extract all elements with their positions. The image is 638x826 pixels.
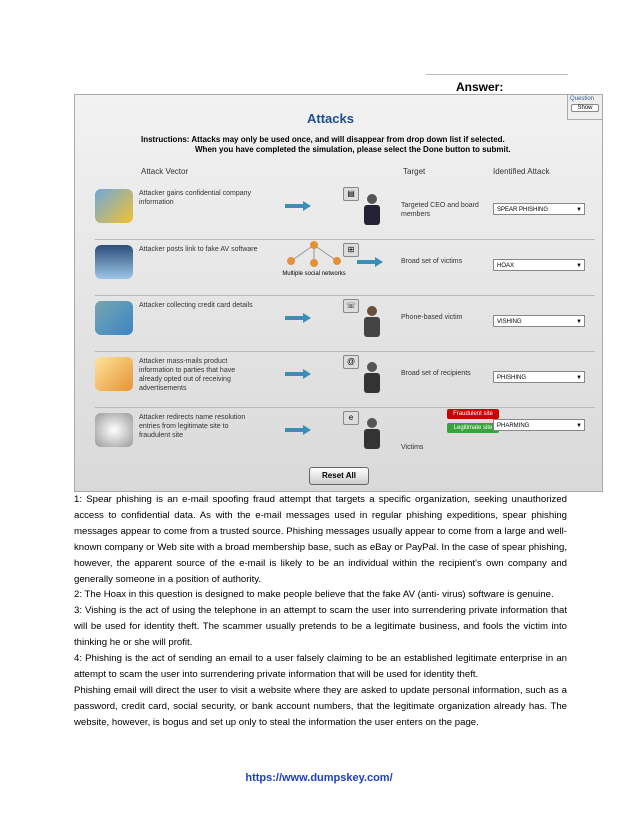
chevron-down-icon: ▼ <box>576 207 582 213</box>
network-target-icon: ⊞ <box>343 243 359 257</box>
attack-row-1 <box>95 179 595 240</box>
identified-attack-select[interactable] <box>493 315 585 327</box>
identified-attack-select[interactable] <box>493 371 585 383</box>
sim-title: Attacks <box>307 111 354 126</box>
legitimate-site-badge: Legitimate site <box>447 423 499 433</box>
skull-icon <box>95 413 133 447</box>
computer-icon <box>95 245 133 279</box>
vector-text: Attacker redirects name resolution entries from legitimate site to fraudulent site <box>139 414 246 439</box>
instructions <box>141 135 581 155</box>
footer-link[interactable]: https://www.dumpskey.com/ <box>245 772 393 784</box>
chevron-down-icon: ▼ <box>576 319 582 325</box>
identified-attack-select[interactable] <box>493 259 585 271</box>
explanation-paragraph-2: 2: The Hoax in this question is designed to make people believe that the fake AV (anti- virus) software is genuine. <box>74 589 554 601</box>
vector-text: Attacker mass-mails product information to parties that have already opted out of receiving advertisements <box>139 358 236 392</box>
header-identified-attack: Identified Attack <box>493 167 550 176</box>
explanation-paragraph-1: 1: Spear phishing is an e-mail spoofing fraud attempt that targets a specific organization, seeking unauthorized access to confidential data. As with the e-mail messages used in regular phishing expeditions, spear phishing messages appear to come from a trusted source. Phishing messages usually appear to come from a large and well-known company or Web site with a broad membership base, such as eBay or PayPal. In the case of spear phishing, however, the apparent source of the e-mail is likely to be an individual within the recipient's own company and generally someone in a position of authority. <box>74 494 567 585</box>
target-text: Targeted CEO and board members <box>401 202 479 218</box>
person-icon <box>360 193 384 227</box>
arrow-icon <box>357 257 383 267</box>
identified-attack-select[interactable] <box>493 203 585 215</box>
envelope-icon <box>95 357 133 391</box>
question-label: Question <box>570 96 595 102</box>
answer-label: Answer: <box>456 80 504 94</box>
selected-value: PHARMING <box>497 423 530 429</box>
browser-icon: e <box>343 411 359 425</box>
fraudulent-site-badge: Fraudulent site <box>447 409 499 419</box>
header-attack-vector: Attack Vector <box>141 167 189 176</box>
identified-attack-select[interactable] <box>493 419 585 431</box>
chevron-down-icon: ▼ <box>576 375 582 381</box>
folder-icon <box>95 189 133 223</box>
selected-value: HOAX <box>497 263 515 269</box>
answer-rule <box>426 74 568 75</box>
vector-text: Attacker posts link to fake AV software <box>139 246 258 253</box>
person-icon <box>360 417 384 451</box>
target-text: Victims <box>401 444 424 451</box>
phone-icon: ☏ <box>343 299 359 313</box>
attack-row-5 <box>95 403 595 463</box>
reset-all-button[interactable]: Reset All <box>309 467 369 485</box>
vector-text: Attacker gains confidential company information <box>139 190 252 206</box>
attack-row-2 <box>95 235 595 296</box>
target-text: Broad set of recipients <box>401 370 471 377</box>
chevron-down-icon: ▼ <box>576 263 582 269</box>
at-sign-icon: @ <box>343 355 359 369</box>
arrow-icon <box>285 425 311 435</box>
target-text: Phone-based victim <box>401 314 463 321</box>
attack-row-4 <box>95 347 595 408</box>
explanation-paragraph-3: 3: Vishing is the act of using the telephone in an attempt to scam the user into surrendering private information that will be used for identity theft. The scammer usually pretends to be a legitimate business, and fools the victim into thinking he or she will profit. <box>74 605 567 649</box>
target-text: Broad set of victims <box>401 258 463 265</box>
vector-text: Attacker collecting credit card details <box>139 302 253 309</box>
social-network-graphic <box>279 239 349 269</box>
chevron-down-icon: ▼ <box>576 423 582 429</box>
instructions-line-2: When you have completed the simulation, please select the Done button to submit. <box>195 145 511 154</box>
person-icon <box>360 305 384 339</box>
arrow-icon <box>285 201 311 211</box>
selected-value: PHISHING <box>497 375 527 381</box>
network-icon <box>279 239 349 287</box>
header-target: Target <box>403 167 426 176</box>
question-panel <box>567 95 602 120</box>
network-label: Multiple social networks <box>282 271 346 277</box>
attacks-simulation <box>74 94 603 492</box>
explanation-paragraph-4: 4: Phishing is the act of sending an email to a user falsely claiming to be an established legitimate enterprise in an attempt to scam the user into surrendering private information that will be used for identity theft. <box>74 653 567 680</box>
arrow-icon <box>285 313 311 323</box>
explanation-paragraph-5: Phishing email will direct the user to visit a website where they are asked to update personal information, such as a password, credit card, social security, or bank account numbers, that the legitimate organization already has. The website, however, is bogus and set up only to steal the information the user enters on the page. <box>74 684 567 728</box>
show-button[interactable]: Show <box>571 104 599 112</box>
building-icon: ▤ <box>343 187 359 201</box>
person-icon <box>360 361 384 395</box>
arrow-icon <box>285 369 311 379</box>
explanation-text <box>74 492 567 731</box>
attack-row-3 <box>95 291 595 352</box>
selected-value: VISHING <box>497 319 522 325</box>
instructions-line-1: Instructions: Attacks may only be used once, and will disappear from drop down list if selected. <box>141 135 505 144</box>
selected-value: SPEAR PHISHING <box>497 207 549 213</box>
credit-card-icon <box>95 301 133 335</box>
